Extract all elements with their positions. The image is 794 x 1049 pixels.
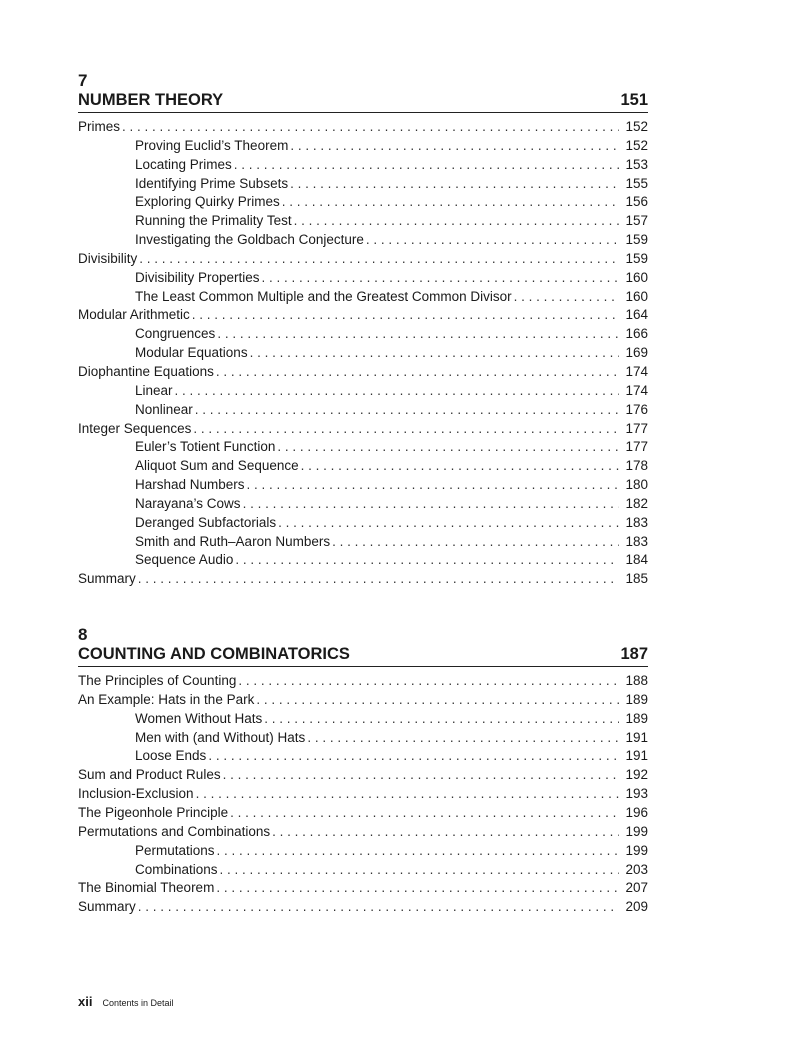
dot-leader [196, 785, 620, 804]
entry-page: 209 [625, 899, 648, 915]
entry-page: 184 [625, 552, 648, 568]
page-footer [78, 994, 174, 1009]
entry-page: 191 [625, 748, 648, 764]
entry-title: Linear [135, 382, 173, 398]
dot-leader [195, 401, 620, 420]
entry-title: Sum and Product Rules [78, 767, 221, 783]
entry-page: 193 [625, 786, 648, 802]
dot-leader [192, 306, 620, 325]
dot-leader [217, 325, 619, 344]
entry-title: Permutations and Combinations [78, 823, 271, 839]
entry-page: 203 [625, 861, 648, 877]
chapter-8 [78, 626, 648, 917]
toc-entry[interactable] [78, 879, 648, 898]
entry-page: 177 [625, 439, 648, 455]
entry-title: The Pigeonhole Principle [78, 805, 229, 820]
toc-subentry[interactable] [78, 729, 648, 748]
entry-title: Euler’s Totient Function [135, 439, 276, 455]
toc-subentry[interactable] [78, 551, 648, 570]
entry-page: 166 [625, 326, 648, 342]
chapter-page: 187 [620, 645, 648, 664]
entry-page: 185 [625, 571, 648, 587]
toc-entry[interactable] [78, 785, 648, 804]
entry-title: Exploring Quirky Primes [135, 194, 280, 210]
dot-leader [138, 570, 620, 589]
chapter-title: NUMBER THEORY [78, 91, 224, 109]
dot-leader [175, 382, 620, 401]
entry-title: Modular Arithmetic [78, 307, 190, 323]
entry-page: 176 [625, 401, 648, 417]
toc-subentry[interactable] [78, 344, 648, 363]
chapter-entries [78, 672, 648, 917]
dot-leader [138, 898, 620, 917]
toc-subentry[interactable] [78, 476, 648, 495]
entry-page: 159 [625, 232, 648, 248]
entry-title: Divisibility [78, 250, 138, 266]
entry-page: 157 [625, 213, 648, 229]
entry-title: Running the Primality Test [135, 213, 292, 229]
dot-leader [235, 551, 619, 570]
toc-entry[interactable] [78, 766, 648, 785]
dot-leader [247, 476, 620, 495]
entry-title: The Binomial Theorem [78, 880, 215, 896]
entry-title: Aliquot Sum and Sequence [135, 458, 299, 474]
dot-leader [307, 729, 619, 748]
dot-leader [366, 231, 620, 250]
toc-entry[interactable] [78, 118, 648, 137]
chapter-title: COUNTING AND COMBINATORICS [78, 645, 350, 664]
toc-subentry[interactable] [78, 325, 648, 344]
dot-leader [220, 861, 620, 880]
toc-entry[interactable] [78, 898, 648, 917]
entry-title: Permutations [135, 842, 215, 858]
toc-subentry[interactable] [78, 710, 648, 729]
entry-title: Sequence Audio [135, 552, 234, 568]
entry-page: 182 [625, 495, 648, 511]
dot-leader [332, 533, 619, 552]
dot-leader [256, 691, 619, 710]
dot-leader [230, 804, 619, 823]
entry-page: 160 [625, 269, 648, 285]
entry-page: 199 [625, 823, 648, 839]
toc-subentry[interactable] [78, 212, 648, 231]
dot-leader [294, 212, 620, 231]
entry-title: Identifying Prime Subsets [135, 175, 289, 191]
toc-subentry[interactable] [78, 861, 648, 880]
entry-page: 169 [625, 345, 648, 361]
dot-leader [262, 269, 620, 288]
toc-subentry[interactable] [78, 401, 648, 420]
entry-page: 164 [625, 307, 648, 323]
toc-entry[interactable] [78, 250, 648, 269]
entry-title: Modular Equations [135, 345, 248, 361]
entry-title: Diophantine Equations [78, 363, 214, 379]
entry-title: Summary [78, 571, 136, 587]
entry-title: Smith and Ruth–Aaron Numbers [135, 533, 331, 549]
chapter-number: 8 [78, 625, 88, 645]
toc-subentry[interactable] [78, 495, 648, 514]
entry-page: 153 [625, 156, 648, 172]
dot-leader [216, 879, 619, 898]
dot-leader [272, 823, 619, 842]
dot-leader [217, 842, 620, 861]
entry-page: 183 [625, 533, 648, 549]
dot-leader [208, 747, 619, 766]
toc-entry[interactable] [78, 570, 648, 589]
entry-page: 207 [625, 880, 648, 896]
toc-subentry[interactable] [78, 514, 648, 533]
dot-leader [238, 672, 619, 691]
entry-title: Locating Primes [135, 156, 232, 172]
toc-subentry[interactable] [78, 231, 648, 250]
toc-subentry[interactable] [78, 288, 648, 307]
entry-page: 178 [625, 458, 648, 474]
toc-subentry[interactable] [78, 175, 648, 194]
toc-entry[interactable] [78, 804, 648, 823]
entry-title: Women Without Hats [135, 710, 263, 726]
chapter-entries [78, 118, 648, 589]
entry-title: Harshad Numbers [135, 477, 245, 493]
toc-entry[interactable] [78, 306, 648, 325]
dot-leader [122, 118, 619, 137]
dot-leader [139, 250, 619, 269]
dot-leader [243, 495, 620, 514]
entry-title: Primes [78, 119, 121, 134]
entry-page: 180 [625, 477, 648, 493]
entry-title: Deranged Subfactorials [135, 514, 277, 530]
entry-page: 196 [625, 805, 648, 820]
dot-leader [301, 457, 620, 476]
entry-page: 156 [625, 194, 648, 210]
entry-page: 174 [625, 382, 648, 398]
footer-page-number: xii [78, 994, 93, 1009]
entry-title: Men with (and Without) Hats [135, 729, 306, 745]
chapter-7 [78, 72, 648, 589]
dot-leader [234, 156, 620, 175]
dot-leader [250, 344, 620, 363]
toc-subentry[interactable] [78, 269, 648, 288]
entry-page: 189 [625, 691, 648, 707]
dot-leader [277, 438, 619, 457]
dot-leader [223, 766, 620, 785]
entry-page: 155 [625, 175, 648, 191]
entry-page: 159 [625, 250, 648, 266]
dot-leader [278, 514, 619, 533]
toc-entry[interactable] [78, 823, 648, 842]
entry-title: Inclusion-Exclusion [78, 786, 194, 802]
entry-page: 199 [625, 842, 648, 858]
entry-title: The Least Common Multiple and the Greatest Common Divisor [135, 288, 512, 304]
toc-subentry[interactable] [78, 137, 648, 156]
entry-page: 188 [625, 673, 648, 689]
entry-title: Congruences [135, 326, 216, 342]
entry-page: 192 [625, 767, 648, 783]
toc-subentry[interactable] [78, 533, 648, 552]
toc-subentry[interactable] [78, 156, 648, 175]
toc-subentry[interactable] [78, 842, 648, 861]
toc-entry[interactable] [78, 672, 648, 691]
entry-title: Integer Sequences [78, 420, 192, 436]
chapter-number: 7 [78, 71, 88, 90]
toc-subentry[interactable] [78, 193, 648, 212]
table-of-contents [78, 72, 648, 954]
entry-title: Combinations [135, 861, 218, 877]
toc-subentry[interactable] [78, 438, 648, 457]
toc-subentry[interactable] [78, 382, 648, 401]
entry-page: 174 [625, 363, 648, 379]
entry-page: 191 [625, 729, 648, 745]
entry-page: 152 [625, 137, 648, 153]
dot-leader [193, 420, 619, 439]
footer-label: Contents in Detail [102, 998, 174, 1008]
entry-page: 183 [625, 514, 648, 530]
dot-leader [290, 175, 619, 194]
entry-title: Divisibility Properties [135, 269, 260, 285]
entry-page: 160 [625, 288, 648, 304]
entry-title: The Principles of Counting [78, 673, 237, 689]
entry-title: Loose Ends [135, 748, 207, 764]
toc-entry[interactable] [78, 691, 648, 710]
toc-subentry[interactable] [78, 747, 648, 766]
dot-leader [264, 710, 619, 729]
dot-leader [290, 137, 619, 156]
toc-subentry[interactable] [78, 457, 648, 476]
chapter-page: 151 [620, 91, 648, 109]
chapter-heading[interactable] [78, 90, 648, 113]
entry-page: 189 [625, 710, 648, 726]
dot-leader [216, 363, 620, 382]
dot-leader [514, 288, 620, 307]
entry-title: Investigating the Goldbach Conjecture [135, 232, 364, 248]
entry-title: Summary [78, 899, 136, 915]
entry-title: Nonlinear [135, 401, 193, 417]
entry-page: 152 [625, 119, 648, 134]
entry-title: An Example: Hats in the Park [78, 691, 255, 707]
entry-page: 177 [625, 420, 648, 436]
toc-entry[interactable] [78, 363, 648, 382]
entry-title: Narayana’s Cows [135, 495, 241, 511]
toc-entry[interactable] [78, 420, 648, 439]
entry-title: Proving Euclid’s Theorem [135, 137, 289, 153]
dot-leader [282, 193, 620, 212]
chapter-heading[interactable] [78, 644, 648, 667]
